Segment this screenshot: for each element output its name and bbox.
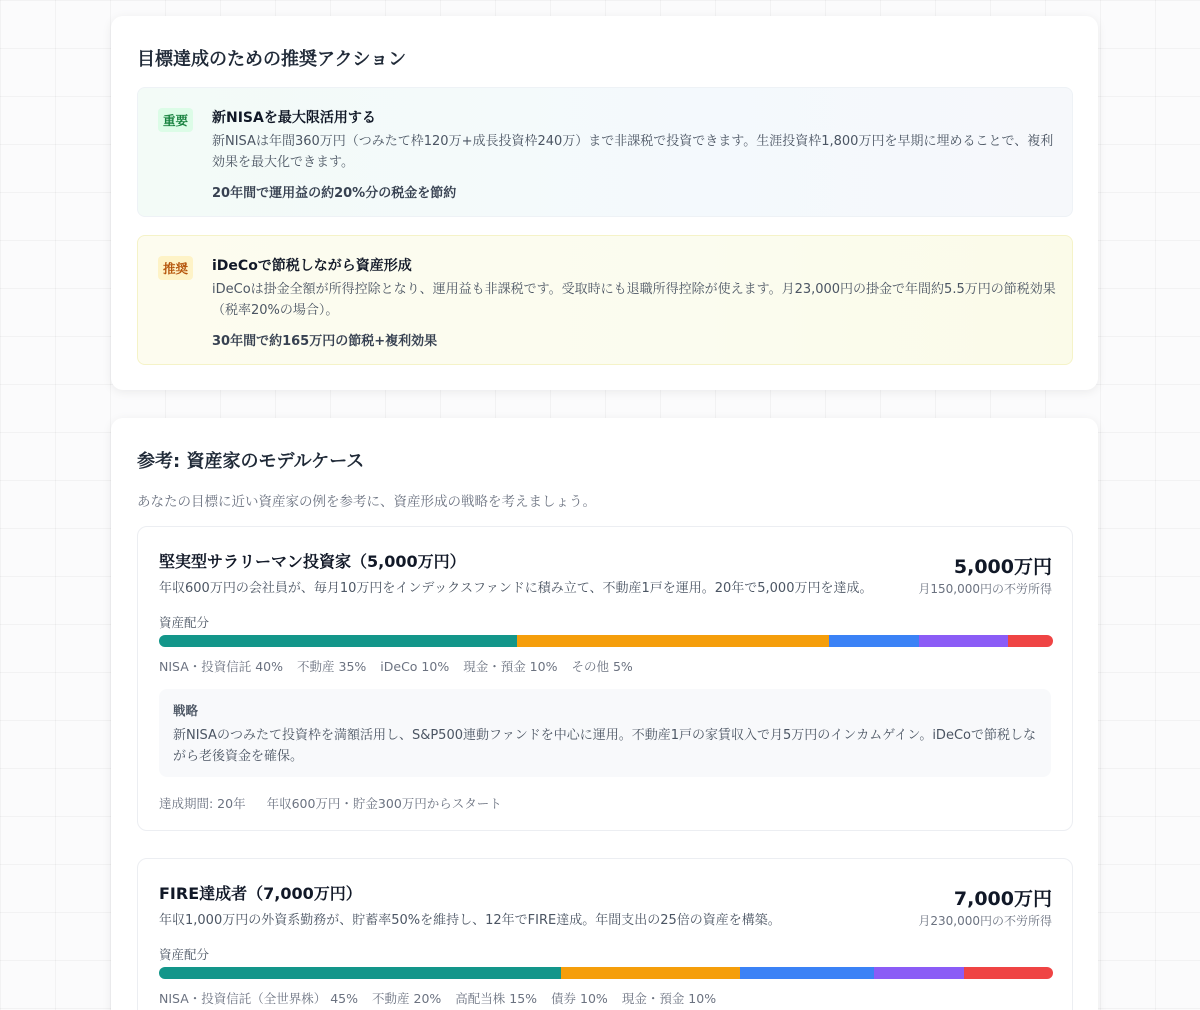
strategy-label: 戦略 — [173, 703, 199, 718]
allocation-legend-item: NISA・投資信託 40% — [159, 659, 284, 674]
allocation-legend-item: 現金・預金 10% — [621, 991, 717, 1006]
achievement-period: 達成期間: 20年 — [159, 796, 246, 811]
action-description: iDeCoは掛金全額が所得控除となり、運用益も非課税です。受取時にも退職所得控除が使えます。月23,000円の掛金で年間約5.5万円の節税効果（税率20%の場合）。 — [212, 282, 1056, 318]
allocation-segment — [829, 635, 918, 647]
model-amount: 5,000万円 — [953, 556, 1052, 578]
priority-badge: 推奨 — [158, 256, 193, 280]
model-name: FIRE達成者（7,000万円） — [159, 884, 362, 903]
allocation-label: 資産配分 — [159, 615, 210, 630]
model-income: 月230,000円の不労所得 — [918, 914, 1052, 928]
allocation-legend — [159, 657, 647, 675]
allocation-legend-item: NISA・投資信託（全世界株） 45% — [159, 991, 359, 1006]
allocation-legend-item: 債券 10% — [551, 991, 608, 1006]
allocation-segment — [919, 635, 1008, 647]
allocation-label: 資産配分 — [159, 947, 210, 962]
model-description: 年収1,000万円の外資系勤務が、貯蓄率50%を維持し、12年でFIRE達成。年間支出の25倍の資産を構築。 — [159, 913, 781, 928]
allocation-bar — [159, 967, 1053, 979]
allocation-legend-item: 不動産 35% — [297, 659, 367, 674]
action-item-ideco — [137, 235, 1073, 365]
allocation-legend-item: 現金・預金 10% — [463, 659, 558, 674]
model-description: 年収600万円の会社員が、毎月10万円をインデックスファンドに積み立て、不動産1戸を運用。20年で5,000万円を達成。 — [159, 581, 873, 596]
strategy-text: 新NISAのつみたて投資枠を満額活用し、S&P500連動ファンドを中心に運用。不動産1戸の家賃収入で月5万円のインカムゲイン。iDeCoで節税しながら老後資金を確保。 — [173, 728, 1036, 764]
model-amount: 7,000万円 — [953, 888, 1052, 910]
action-description: 新NISAは年間360万円（つみたて枠120万+成長投資枠240万）まで非課税で投資できます。生涯投資枠1,800万円を早期に埋めることで、複利効果を最大化できます。 — [212, 134, 1054, 170]
model-name: 堅実型サラリーマン投資家（5,000万円） — [159, 552, 466, 571]
allocation-segment — [517, 635, 830, 647]
allocation-segment — [740, 967, 874, 979]
starting-point: 年収600万円・貯金300万円からスタート — [266, 796, 502, 811]
model-case-card — [137, 858, 1073, 1010]
allocation-segment — [1008, 635, 1053, 647]
allocation-legend-item: 高配当株 15% — [455, 991, 538, 1006]
models-title: 参考: 資産家のモデルケース — [137, 451, 365, 472]
allocation-legend — [159, 989, 730, 1007]
allocation-legend-item: その他 5% — [571, 659, 633, 674]
models-subtitle: あなたの目標に近い資産家の例を参考に、資産形成の戦略を考えましょう。 — [137, 494, 596, 510]
action-effect: 30年間で約165万円の節税+複利効果 — [212, 334, 438, 349]
allocation-segment — [561, 967, 740, 979]
model-meta — [159, 794, 519, 812]
action-title: iDeCoで節税しながら資産形成 — [212, 258, 412, 274]
action-item-nisa — [137, 87, 1073, 217]
allocation-legend-item: 不動産 20% — [372, 991, 442, 1006]
allocation-segment — [874, 967, 963, 979]
action-effect: 20年間で運用益の約20%分の税金を節約 — [212, 186, 457, 201]
action-title: 新NISAを最大限活用する — [212, 110, 376, 126]
actions-title: 目標達成のための推奨アクション — [137, 49, 407, 70]
allocation-legend-item: iDeCo 10% — [380, 659, 450, 674]
allocation-segment — [159, 635, 517, 647]
model-case-card — [137, 526, 1073, 831]
strategy-box — [159, 689, 1051, 777]
model-income: 月150,000円の不労所得 — [918, 582, 1052, 596]
allocation-segment — [159, 967, 561, 979]
priority-badge: 重要 — [158, 108, 193, 132]
allocation-bar — [159, 635, 1053, 647]
recommended-actions-card — [111, 16, 1098, 390]
allocation-segment — [964, 967, 1053, 979]
model-cases-card — [111, 418, 1098, 1010]
